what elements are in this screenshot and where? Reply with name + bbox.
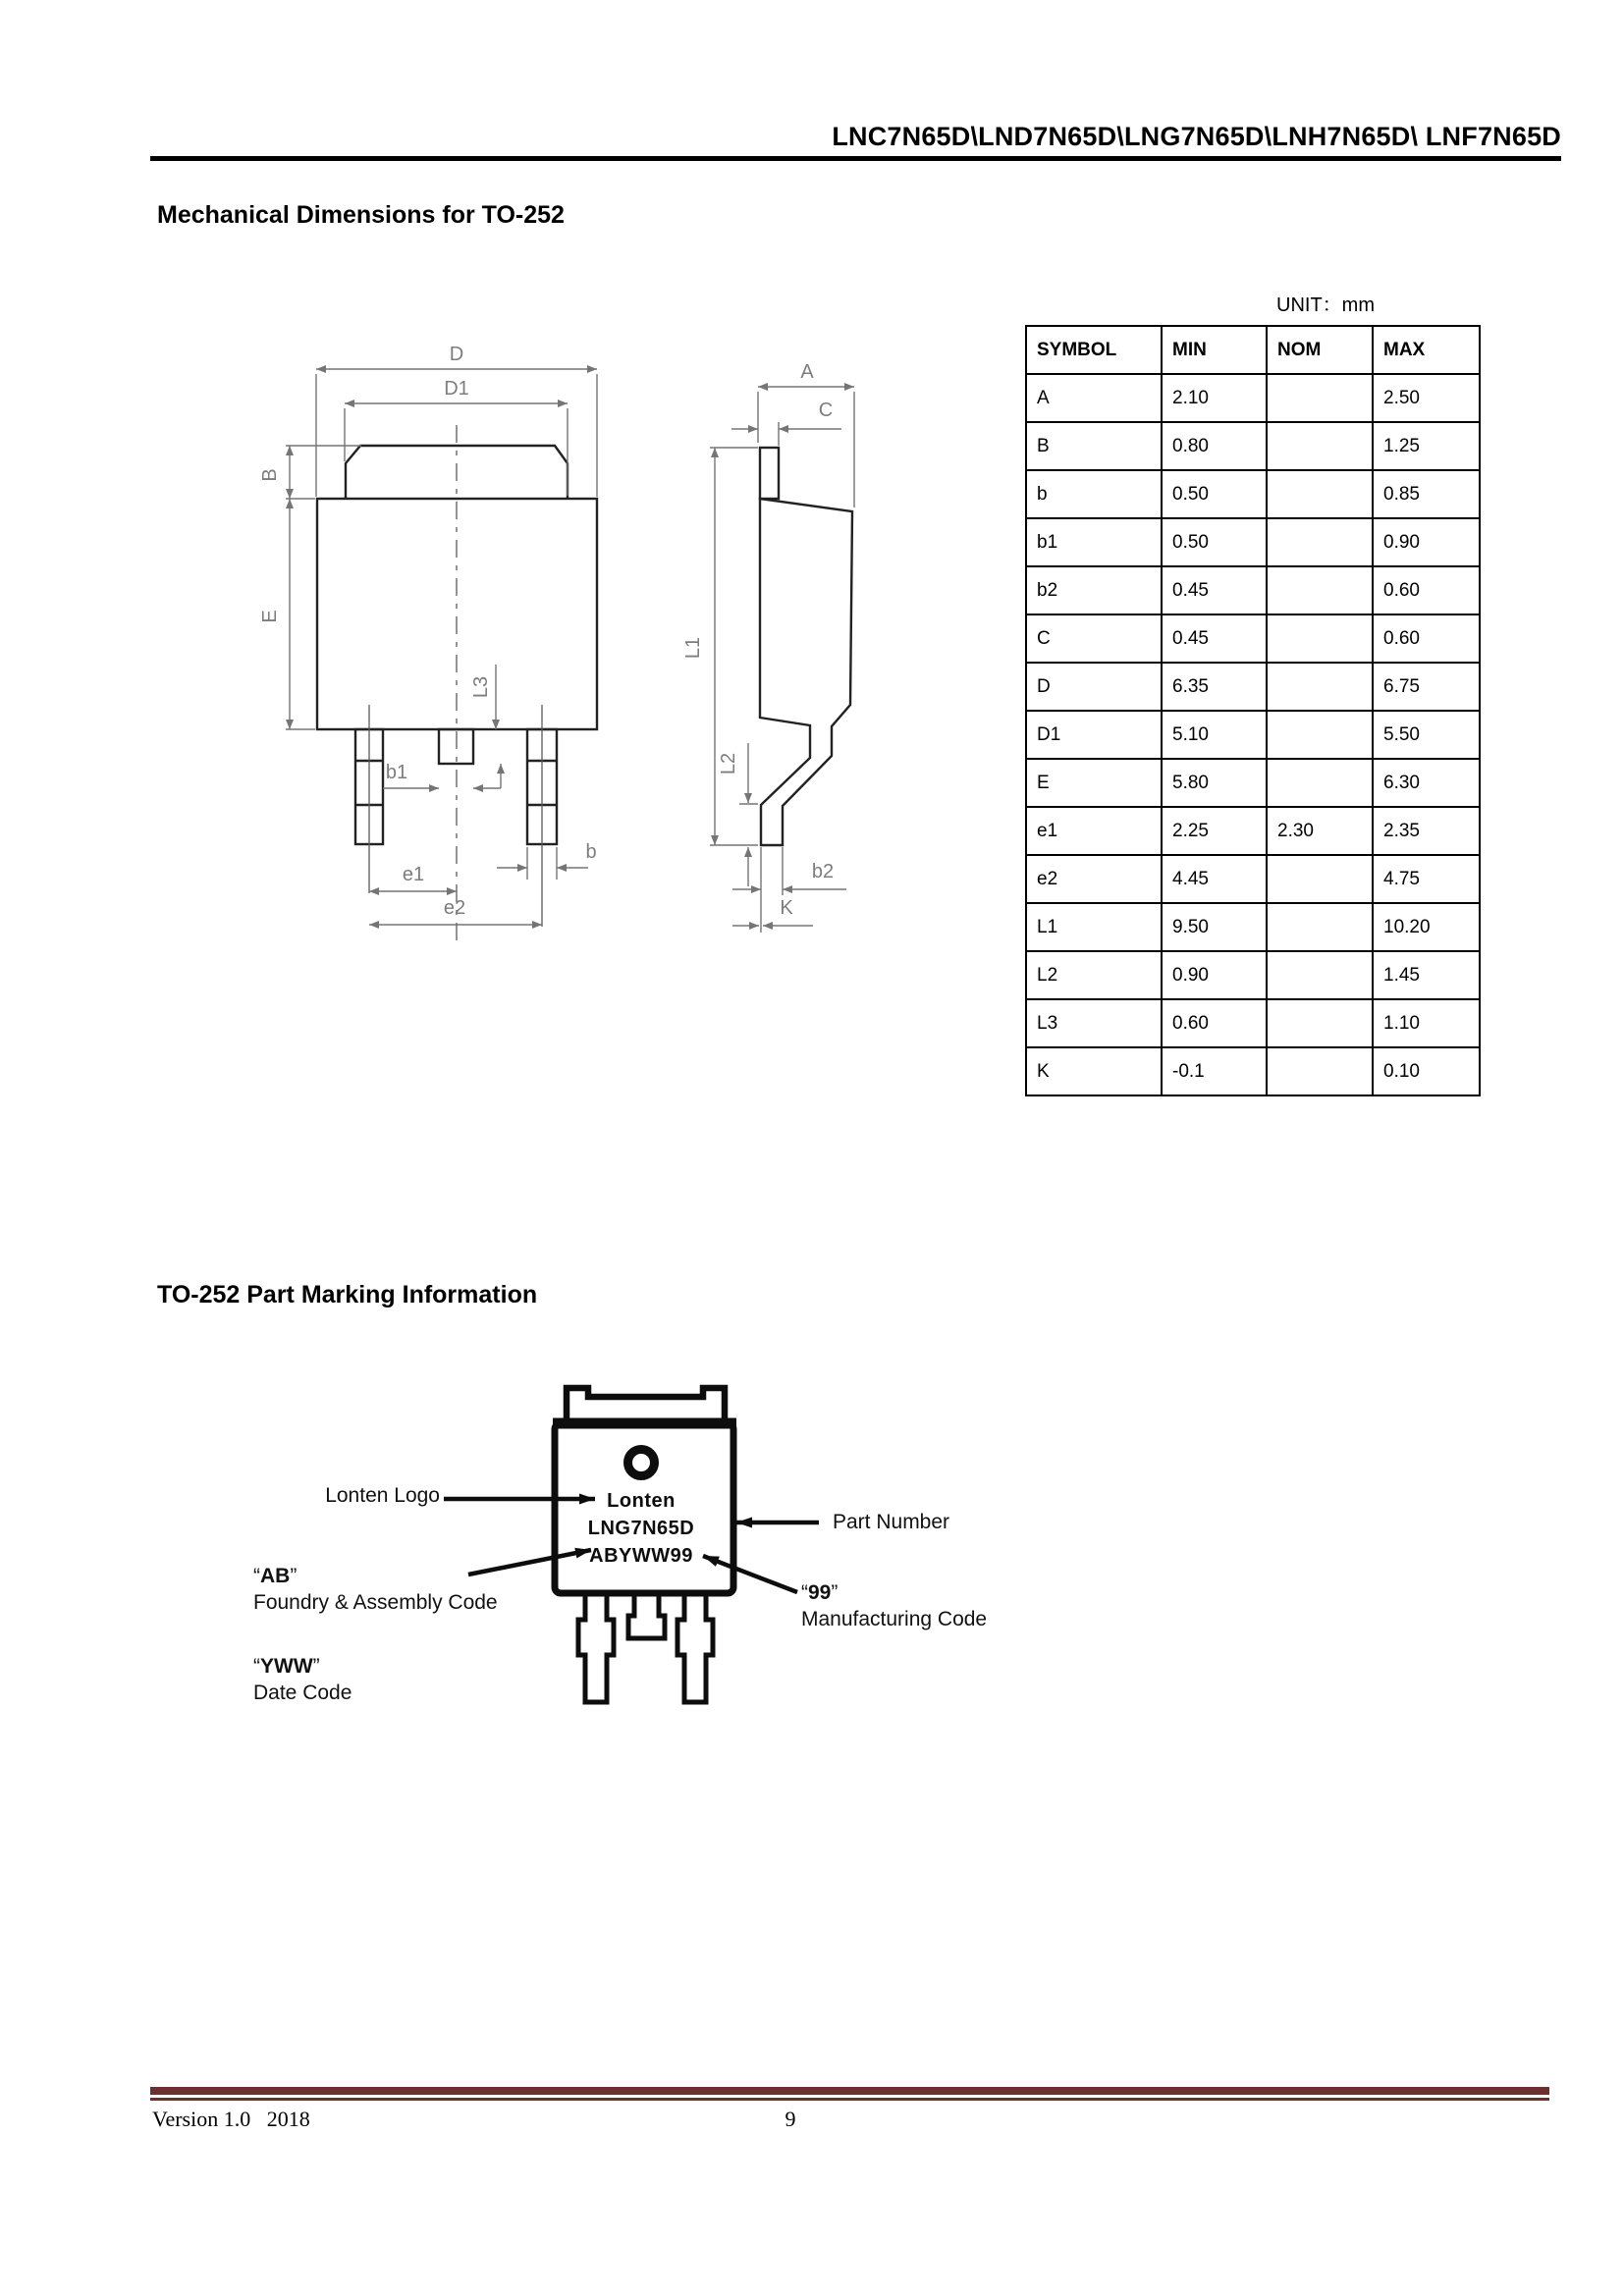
table-cell: 6.35 (1162, 663, 1267, 711)
dim-label-B: B (259, 468, 281, 482)
package-leads (578, 1593, 713, 1702)
table-cell: b2 (1026, 566, 1162, 614)
table-cell (1267, 999, 1373, 1047)
header-divider (150, 156, 1561, 161)
mfg-code-value: “99” (801, 1581, 839, 1604)
date-code-callout (253, 1653, 352, 1706)
table-row (1026, 855, 1480, 903)
table-cell: 10.20 (1373, 903, 1480, 951)
column-header: SYMBOL (1026, 326, 1162, 374)
table-header-row (1026, 326, 1480, 374)
table-cell (1267, 1047, 1373, 1095)
table-cell: 2.30 (1267, 807, 1373, 855)
table-cell: L3 (1026, 999, 1162, 1047)
page-title: LNC7N65D\LND7N65D\LNG7N65D\LNH7N65D\ LNF7N65D (832, 122, 1561, 151)
table-cell: 0.60 (1373, 566, 1480, 614)
table-cell: 0.90 (1373, 518, 1480, 566)
side-view-outline (760, 448, 852, 845)
front-dimension-labels (259, 344, 597, 919)
table-cell: 0.90 (1162, 951, 1267, 999)
table-cell (1267, 518, 1373, 566)
package-right-lead (677, 1593, 713, 1702)
side-dimension-labels (682, 361, 834, 919)
table-cell: 5.10 (1162, 711, 1267, 759)
table-cell: 0.80 (1162, 422, 1267, 470)
dim-label-D: D (449, 344, 464, 365)
table-row (1026, 566, 1480, 614)
table-row (1026, 903, 1480, 951)
table-cell (1267, 374, 1373, 422)
table-row (1026, 1047, 1480, 1095)
table-cell: 0.45 (1162, 566, 1267, 614)
table-row (1026, 951, 1480, 999)
table-cell: 0.60 (1162, 999, 1267, 1047)
side-tab-outline (760, 448, 779, 499)
table-cell: 4.75 (1373, 855, 1480, 903)
marking-logo-line: Lonten (607, 1490, 676, 1512)
table-cell (1267, 614, 1373, 663)
logo-ring-icon (628, 1450, 655, 1476)
table-cell: L1 (1026, 903, 1162, 951)
mfg-code-callout (801, 1579, 987, 1632)
foundry-code-callout (253, 1563, 498, 1616)
dim-label-C: C (818, 400, 834, 421)
table-cell: 0.85 (1373, 470, 1480, 518)
table-cell: b1 (1026, 518, 1162, 566)
column-header: MAX (1373, 326, 1480, 374)
footer-page-number: 9 (785, 2107, 796, 2131)
date-code-value: “YWW” (253, 1655, 320, 1678)
dim-label-b2: b2 (811, 861, 835, 882)
table-row (1026, 711, 1480, 759)
table-cell: 5.50 (1373, 711, 1480, 759)
table-cell (1267, 663, 1373, 711)
dim-label-b: b (585, 841, 597, 863)
mfg-code-desc: Manufacturing Code (801, 1608, 988, 1630)
table-row (1026, 614, 1480, 663)
table-cell: 0.10 (1373, 1047, 1480, 1095)
table-cell: 2.35 (1373, 807, 1480, 855)
table-cell: 2.25 (1162, 807, 1267, 855)
table-cell: D1 (1026, 711, 1162, 759)
table-cell: -0.1 (1162, 1047, 1267, 1095)
table-cell: 5.80 (1162, 759, 1267, 807)
table-row (1026, 470, 1480, 518)
dimensions-table (1025, 325, 1481, 1096)
part-marking-heading: TO-252 Part Marking Information (157, 1281, 538, 1308)
package-middle-lead (628, 1593, 665, 1638)
table-cell: 0.45 (1162, 614, 1267, 663)
table-cell (1267, 422, 1373, 470)
unit-label: UNIT：mm (1276, 294, 1375, 316)
table-row (1026, 999, 1480, 1047)
dim-label-e2: e2 (443, 897, 466, 919)
table-cell: 1.10 (1373, 999, 1480, 1047)
package-outline (553, 1388, 736, 1702)
table-cell: b (1026, 470, 1162, 518)
table-row (1026, 759, 1480, 807)
dim-label-L1: L1 (682, 636, 704, 660)
table-cell: 4.45 (1162, 855, 1267, 903)
table-cell (1267, 855, 1373, 903)
footer-version: Version 1.0 2018 (152, 2107, 310, 2131)
dim-label-D1: D1 (444, 378, 469, 400)
footer-rule-thick (150, 2087, 1549, 2095)
table-cell: 0.50 (1162, 470, 1267, 518)
table-cell: K (1026, 1047, 1162, 1095)
table-cell: 2.10 (1162, 374, 1267, 422)
table-cell: A (1026, 374, 1162, 422)
side-dimension-lines (710, 387, 854, 933)
dim-label-E: E (259, 610, 281, 623)
dim-label-b1: b1 (385, 762, 408, 783)
table-cell: 1.45 (1373, 951, 1480, 999)
package-left-lead (578, 1593, 614, 1702)
table-row (1026, 663, 1480, 711)
table-cell: D (1026, 663, 1162, 711)
table-row (1026, 518, 1480, 566)
table-cell: e1 (1026, 807, 1162, 855)
table-cell: 0.60 (1373, 614, 1480, 663)
marking-code-line: ABYWW99 (589, 1545, 693, 1567)
table-cell (1267, 951, 1373, 999)
marking-part-line: LNG7N65D (587, 1518, 695, 1539)
table-cell: E (1026, 759, 1162, 807)
footer-rule-thin (150, 2098, 1549, 2101)
foundry-code-value: “AB” (253, 1565, 298, 1587)
table-cell: 1.25 (1373, 422, 1480, 470)
part-number-callout-label: Part Number (833, 1511, 950, 1533)
table-cell: 6.75 (1373, 663, 1480, 711)
table-cell (1267, 566, 1373, 614)
table-row (1026, 807, 1480, 855)
dim-label-L3: L3 (470, 675, 492, 699)
table-cell: 6.30 (1373, 759, 1480, 807)
part-number-callout (833, 1509, 949, 1535)
part-marking-drawing (412, 1374, 1001, 1728)
table-cell (1267, 903, 1373, 951)
table-cell (1267, 759, 1373, 807)
date-code-desc: Date Code (253, 1682, 352, 1704)
table-cell: 0.50 (1162, 518, 1267, 566)
table-cell (1267, 470, 1373, 518)
table-cell: L2 (1026, 951, 1162, 999)
dim-label-A: A (800, 361, 814, 383)
table-cell: C (1026, 614, 1162, 663)
mech-dimensions-heading: Mechanical Dimensions for TO-252 (157, 201, 565, 229)
dim-label-K: K (780, 897, 793, 919)
column-header: NOM (1267, 326, 1373, 374)
front-dimension-lines (286, 369, 597, 925)
front-centerlines (369, 425, 542, 940)
column-header: MIN (1162, 326, 1267, 374)
mechanical-drawing (177, 245, 1021, 1090)
table-row (1026, 374, 1480, 422)
table-cell (1267, 711, 1373, 759)
logo-callout (275, 1482, 440, 1509)
dim-label-L2: L2 (718, 752, 739, 775)
dim-label-e1: e1 (402, 864, 425, 885)
logo-callout-label: Lonten Logo (325, 1484, 440, 1507)
foundry-code-desc: Foundry & Assembly Code (253, 1591, 498, 1614)
table-cell: 2.50 (1373, 374, 1480, 422)
table-cell: B (1026, 422, 1162, 470)
table-row (1026, 422, 1480, 470)
side-body-outline (760, 499, 852, 845)
table-cell: e2 (1026, 855, 1162, 903)
table-cell: 9.50 (1162, 903, 1267, 951)
